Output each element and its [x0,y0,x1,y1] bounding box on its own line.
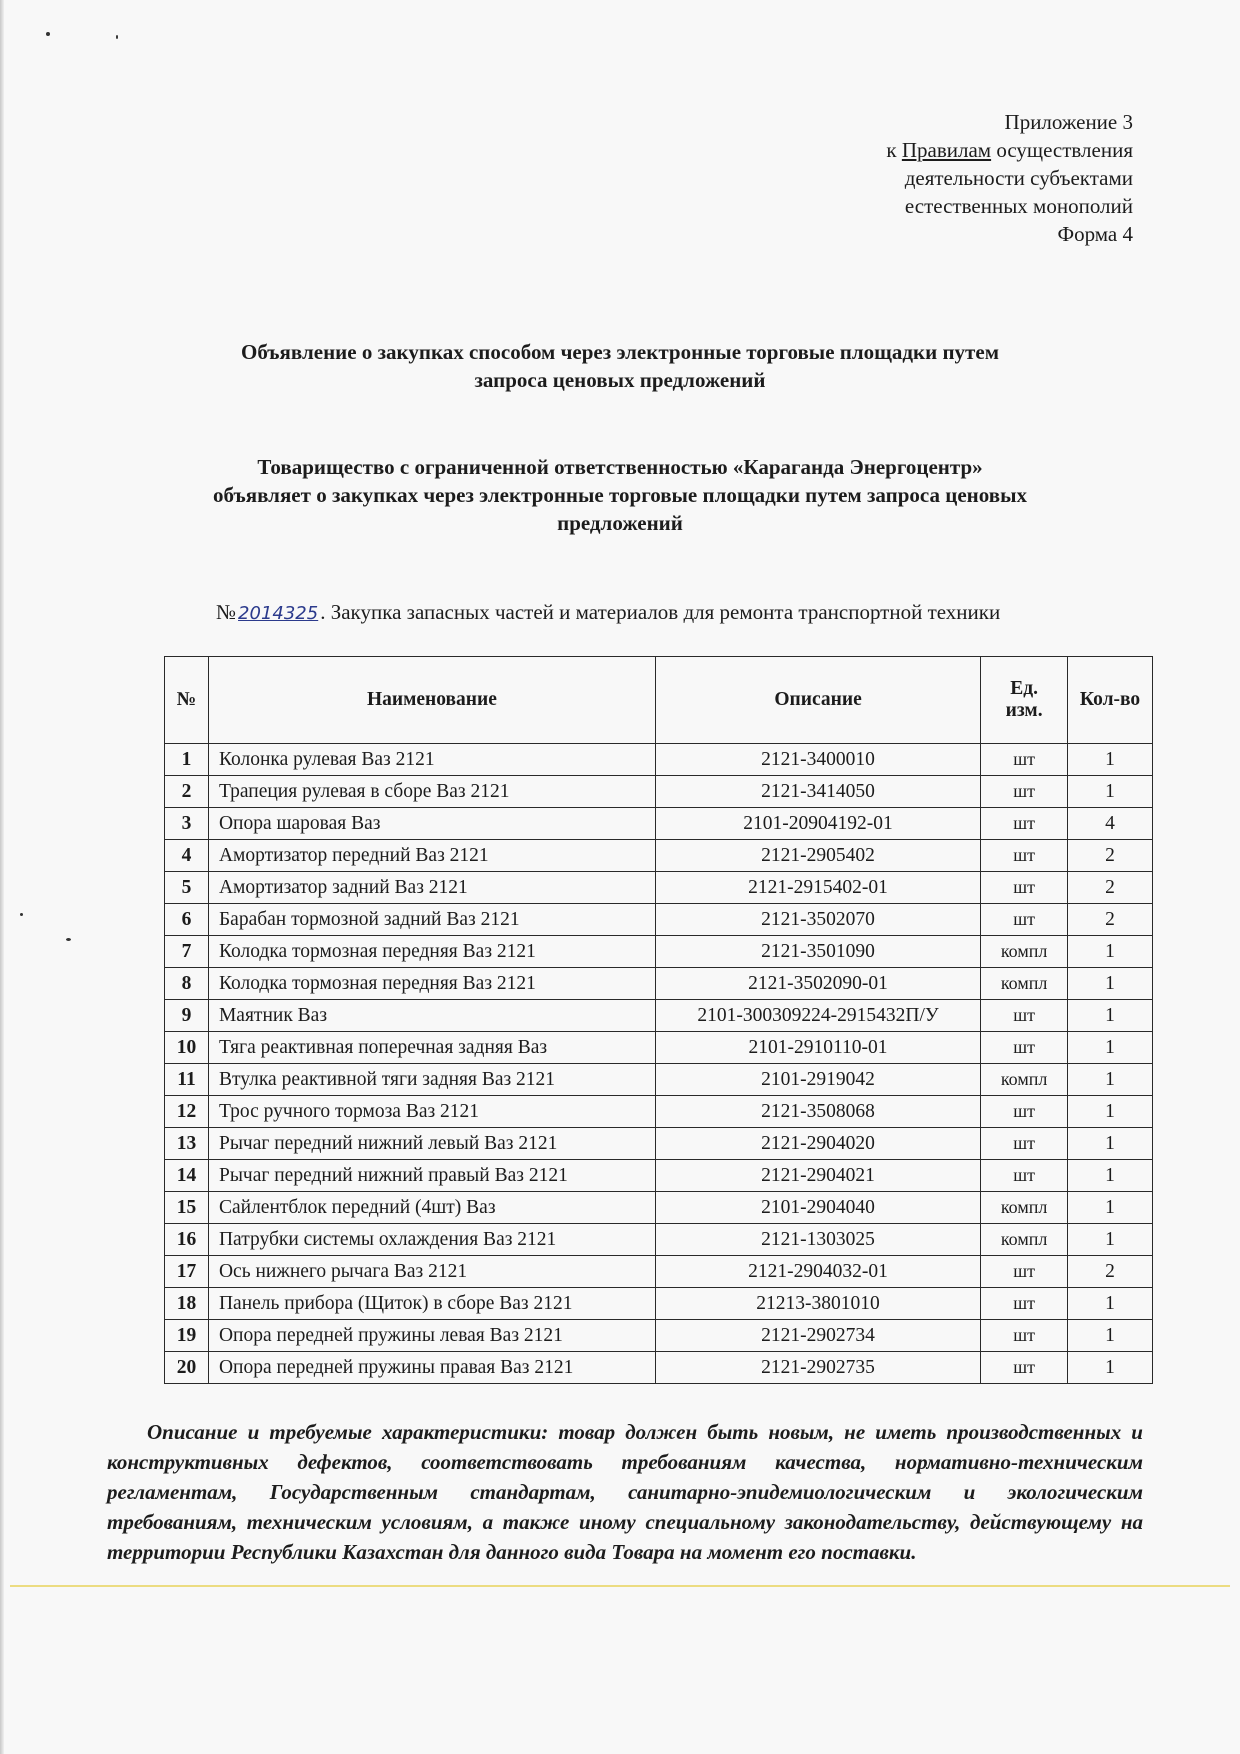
cell-unit: шт [981,872,1068,904]
cell-name: Рычаг передний нижний левый Ваз 2121 [208,1128,655,1160]
table-row [165,1000,1153,1032]
table-row [165,872,1153,904]
cell-quantity: 1 [1068,776,1153,808]
subtitle-line: объявляет о закупках через электронные торговые площадки путем запроса ценовых [213,483,1027,507]
requirements-paragraph: Описание и требуемые характеристики: товар должен быть новым, не иметь производственных и конструктивных дефектов, соответствовать требованиям качества, нормативно-техническим регламентам, Государственным стандартам, санитарно-эпидемиологическим и экологическим требованиям, техническим условиям, а также иному специальному законодательству, действующему на территории Республики Казахстан для данного вида Товара на момент его поставки. [107,1420,1143,1564]
cell-description: 2101-2919042 [655,1064,980,1096]
cell-description: 2121-2904020 [655,1128,980,1160]
column-header-name: Наименование [208,657,655,744]
items-table [164,656,1153,1384]
cell-description: 2101-2910110-01 [655,1032,980,1064]
cell-number: 15 [165,1192,209,1224]
cell-name: Сайлентблок передний (4шт) Ваз [208,1192,655,1224]
table-row [165,1288,1153,1320]
cell-number: 7 [165,936,209,968]
unit-header-line: Ед. [1010,678,1038,699]
column-header-unit [981,657,1068,744]
cell-unit: компл [981,936,1068,968]
cell-quantity: 1 [1068,1224,1153,1256]
cell-description: 2121-3502090-01 [655,968,980,1000]
title-line: Объявление о закупках способом через электронные торговые площадки путем [241,340,999,364]
highlighter-streak [10,1585,1230,1587]
table-row [165,1352,1153,1384]
cell-quantity: 1 [1068,1352,1153,1384]
cell-number: 4 [165,840,209,872]
cell-name: Колодка тормозная передняя Ваз 2121 [208,968,655,1000]
title-line: запроса ценовых предложений [474,368,766,392]
cell-unit: компл [981,1224,1068,1256]
cell-unit: шт [981,1000,1068,1032]
cell-quantity: 1 [1068,744,1153,776]
header-line-appendix: Приложение 3 [1004,110,1133,134]
cell-name: Ось нижнего рычага Ваз 2121 [208,1256,655,1288]
cell-number: 19 [165,1320,209,1352]
cell-quantity: 1 [1068,936,1153,968]
cell-unit: шт [981,904,1068,936]
cell-description: 2121-3502070 [655,904,980,936]
number-sign: № [216,600,237,624]
cell-unit: шт [981,1096,1068,1128]
cell-description: 21213-3801010 [655,1288,980,1320]
cell-name: Панель прибора (Щиток) в сборе Ваз 2121 [208,1288,655,1320]
cell-quantity: 1 [1068,1160,1153,1192]
scan-edge [0,0,4,1754]
cell-quantity: 1 [1068,1032,1153,1064]
cell-unit: компл [981,968,1068,1000]
table-row [165,904,1153,936]
cell-description: 2121-2905402 [655,840,980,872]
cell-name: Маятник Ваз [208,1000,655,1032]
cell-number: 18 [165,1288,209,1320]
cell-name: Патрубки системы охлаждения Ваз 2121 [208,1224,655,1256]
cell-number: 17 [165,1256,209,1288]
scan-speck [46,32,50,36]
cell-description: 2121-2904032-01 [655,1256,980,1288]
cell-quantity: 1 [1068,1064,1153,1096]
header-line-entities: деятельности субъектами [904,166,1133,190]
column-header-description: Описание [655,657,980,744]
cell-unit: компл [981,1192,1068,1224]
cell-number: 12 [165,1096,209,1128]
cell-description: 2121-3501090 [655,936,980,968]
cell-number: 6 [165,904,209,936]
cell-number: 2 [165,776,209,808]
cell-name: Колонка рулевая Ваз 2121 [208,744,655,776]
table-row [165,776,1153,808]
cell-description: 2101-20904192-01 [655,808,980,840]
scan-speck [116,35,118,39]
subtitle-line: предложений [557,511,683,535]
cell-description: 2121-3508068 [655,1096,980,1128]
scan-speck [66,938,71,941]
cell-unit: шт [981,776,1068,808]
header-line-form: Форма 4 [1057,222,1133,246]
cell-quantity: 2 [1068,872,1153,904]
table-row [165,1224,1153,1256]
cell-name: Трапеция рулевая в сборе Ваз 2121 [208,776,655,808]
cell-description: 2101-300309224-2915432П/У [655,1000,980,1032]
cell-number: 13 [165,1128,209,1160]
table-row [165,1032,1153,1064]
cell-number: 16 [165,1224,209,1256]
cell-description: 2121-3414050 [655,776,980,808]
cell-description: 2121-3400010 [655,744,980,776]
rules-link[interactable]: Правилам [901,138,992,162]
subtitle-line: Товарищество с ограниченной ответственностью «Караганда Энергоцентр» [257,455,983,479]
cell-number: 10 [165,1032,209,1064]
column-header-number: № [165,657,209,744]
cell-quantity: 1 [1068,1000,1153,1032]
cell-number: 14 [165,1160,209,1192]
cell-unit: шт [981,1352,1068,1384]
header-line-rules [886,136,1133,164]
cell-quantity: 4 [1068,808,1153,840]
cell-unit: шт [981,808,1068,840]
cell-description: 2121-1303025 [655,1224,980,1256]
cell-description: 2101-2904040 [655,1192,980,1224]
column-header-quantity: Кол-во [1068,657,1153,744]
cell-unit: шт [981,1032,1068,1064]
cell-number: 8 [165,968,209,1000]
table-header-row [165,657,1153,744]
table-row [165,968,1153,1000]
table-row [165,1256,1153,1288]
cell-name: Опора шаровая Ваз [208,808,655,840]
header-rules-prefix: к [886,138,902,162]
cell-quantity: 2 [1068,840,1153,872]
cell-unit: шт [981,840,1068,872]
cell-name: Колодка тормозная передняя Ваз 2121 [208,936,655,968]
cell-description: 2121-2904021 [655,1160,980,1192]
cell-quantity: 1 [1068,1192,1153,1224]
header-rules-suffix: осуществления [991,138,1133,162]
cell-number: 3 [165,808,209,840]
table-row [165,1320,1153,1352]
table-row [165,1160,1153,1192]
cell-name: Втулка реактивной тяги задняя Ваз 2121 [208,1064,655,1096]
handwritten-procurement-number: 2014325 [238,603,319,624]
cell-name: Амортизатор передний Ваз 2121 [208,840,655,872]
unit-header-line: изм. [1005,700,1043,721]
cell-number: 9 [165,1000,209,1032]
company-announcement [150,453,1090,537]
cell-unit: компл [981,1064,1068,1096]
cell-number: 1 [165,744,209,776]
table-row [165,1128,1153,1160]
header-line-monopolies: естественных монополий [904,194,1133,218]
scan-speck [20,913,23,916]
cell-unit: шт [981,1128,1068,1160]
cell-name: Амортизатор задний Ваз 2121 [208,872,655,904]
table-row [165,936,1153,968]
cell-unit: шт [981,1256,1068,1288]
form-header [886,108,1133,248]
cell-number: 5 [165,872,209,904]
cell-number: 11 [165,1064,209,1096]
cell-name: Опора передней пружины левая Ваз 2121 [208,1320,655,1352]
cell-unit: шт [981,1288,1068,1320]
table-row [165,1096,1153,1128]
cell-description: 2121-2902734 [655,1320,980,1352]
cell-description: 2121-2902735 [655,1352,980,1384]
procurement-line [216,598,1000,628]
table-row [165,808,1153,840]
cell-name: Трос ручного тормоза Ваз 2121 [208,1096,655,1128]
cell-unit: шт [981,1320,1068,1352]
cell-name: Рычаг передний нижний правый Ваз 2121 [208,1160,655,1192]
cell-name: Барабан тормозной задний Ваз 2121 [208,904,655,936]
table-row [165,1064,1153,1096]
cell-number: 20 [165,1352,209,1384]
cell-unit: шт [981,744,1068,776]
procurement-description: . Закупка запасных частей и материалов для ремонта транспортной техники [320,600,1001,624]
announcement-title [150,338,1090,394]
cell-unit: шт [981,1160,1068,1192]
cell-quantity: 2 [1068,904,1153,936]
cell-quantity: 2 [1068,1256,1153,1288]
cell-quantity: 1 [1068,968,1153,1000]
cell-quantity: 1 [1068,1288,1153,1320]
table-row [165,744,1153,776]
table-body [165,744,1153,1384]
cell-description: 2121-2915402-01 [655,872,980,904]
cell-quantity: 1 [1068,1096,1153,1128]
cell-quantity: 1 [1068,1128,1153,1160]
table-row [165,840,1153,872]
cell-name: Тяга реактивная поперечная задняя Ваз [208,1032,655,1064]
cell-quantity: 1 [1068,1320,1153,1352]
table-row [165,1192,1153,1224]
cell-name: Опора передней пружины правая Ваз 2121 [208,1352,655,1384]
